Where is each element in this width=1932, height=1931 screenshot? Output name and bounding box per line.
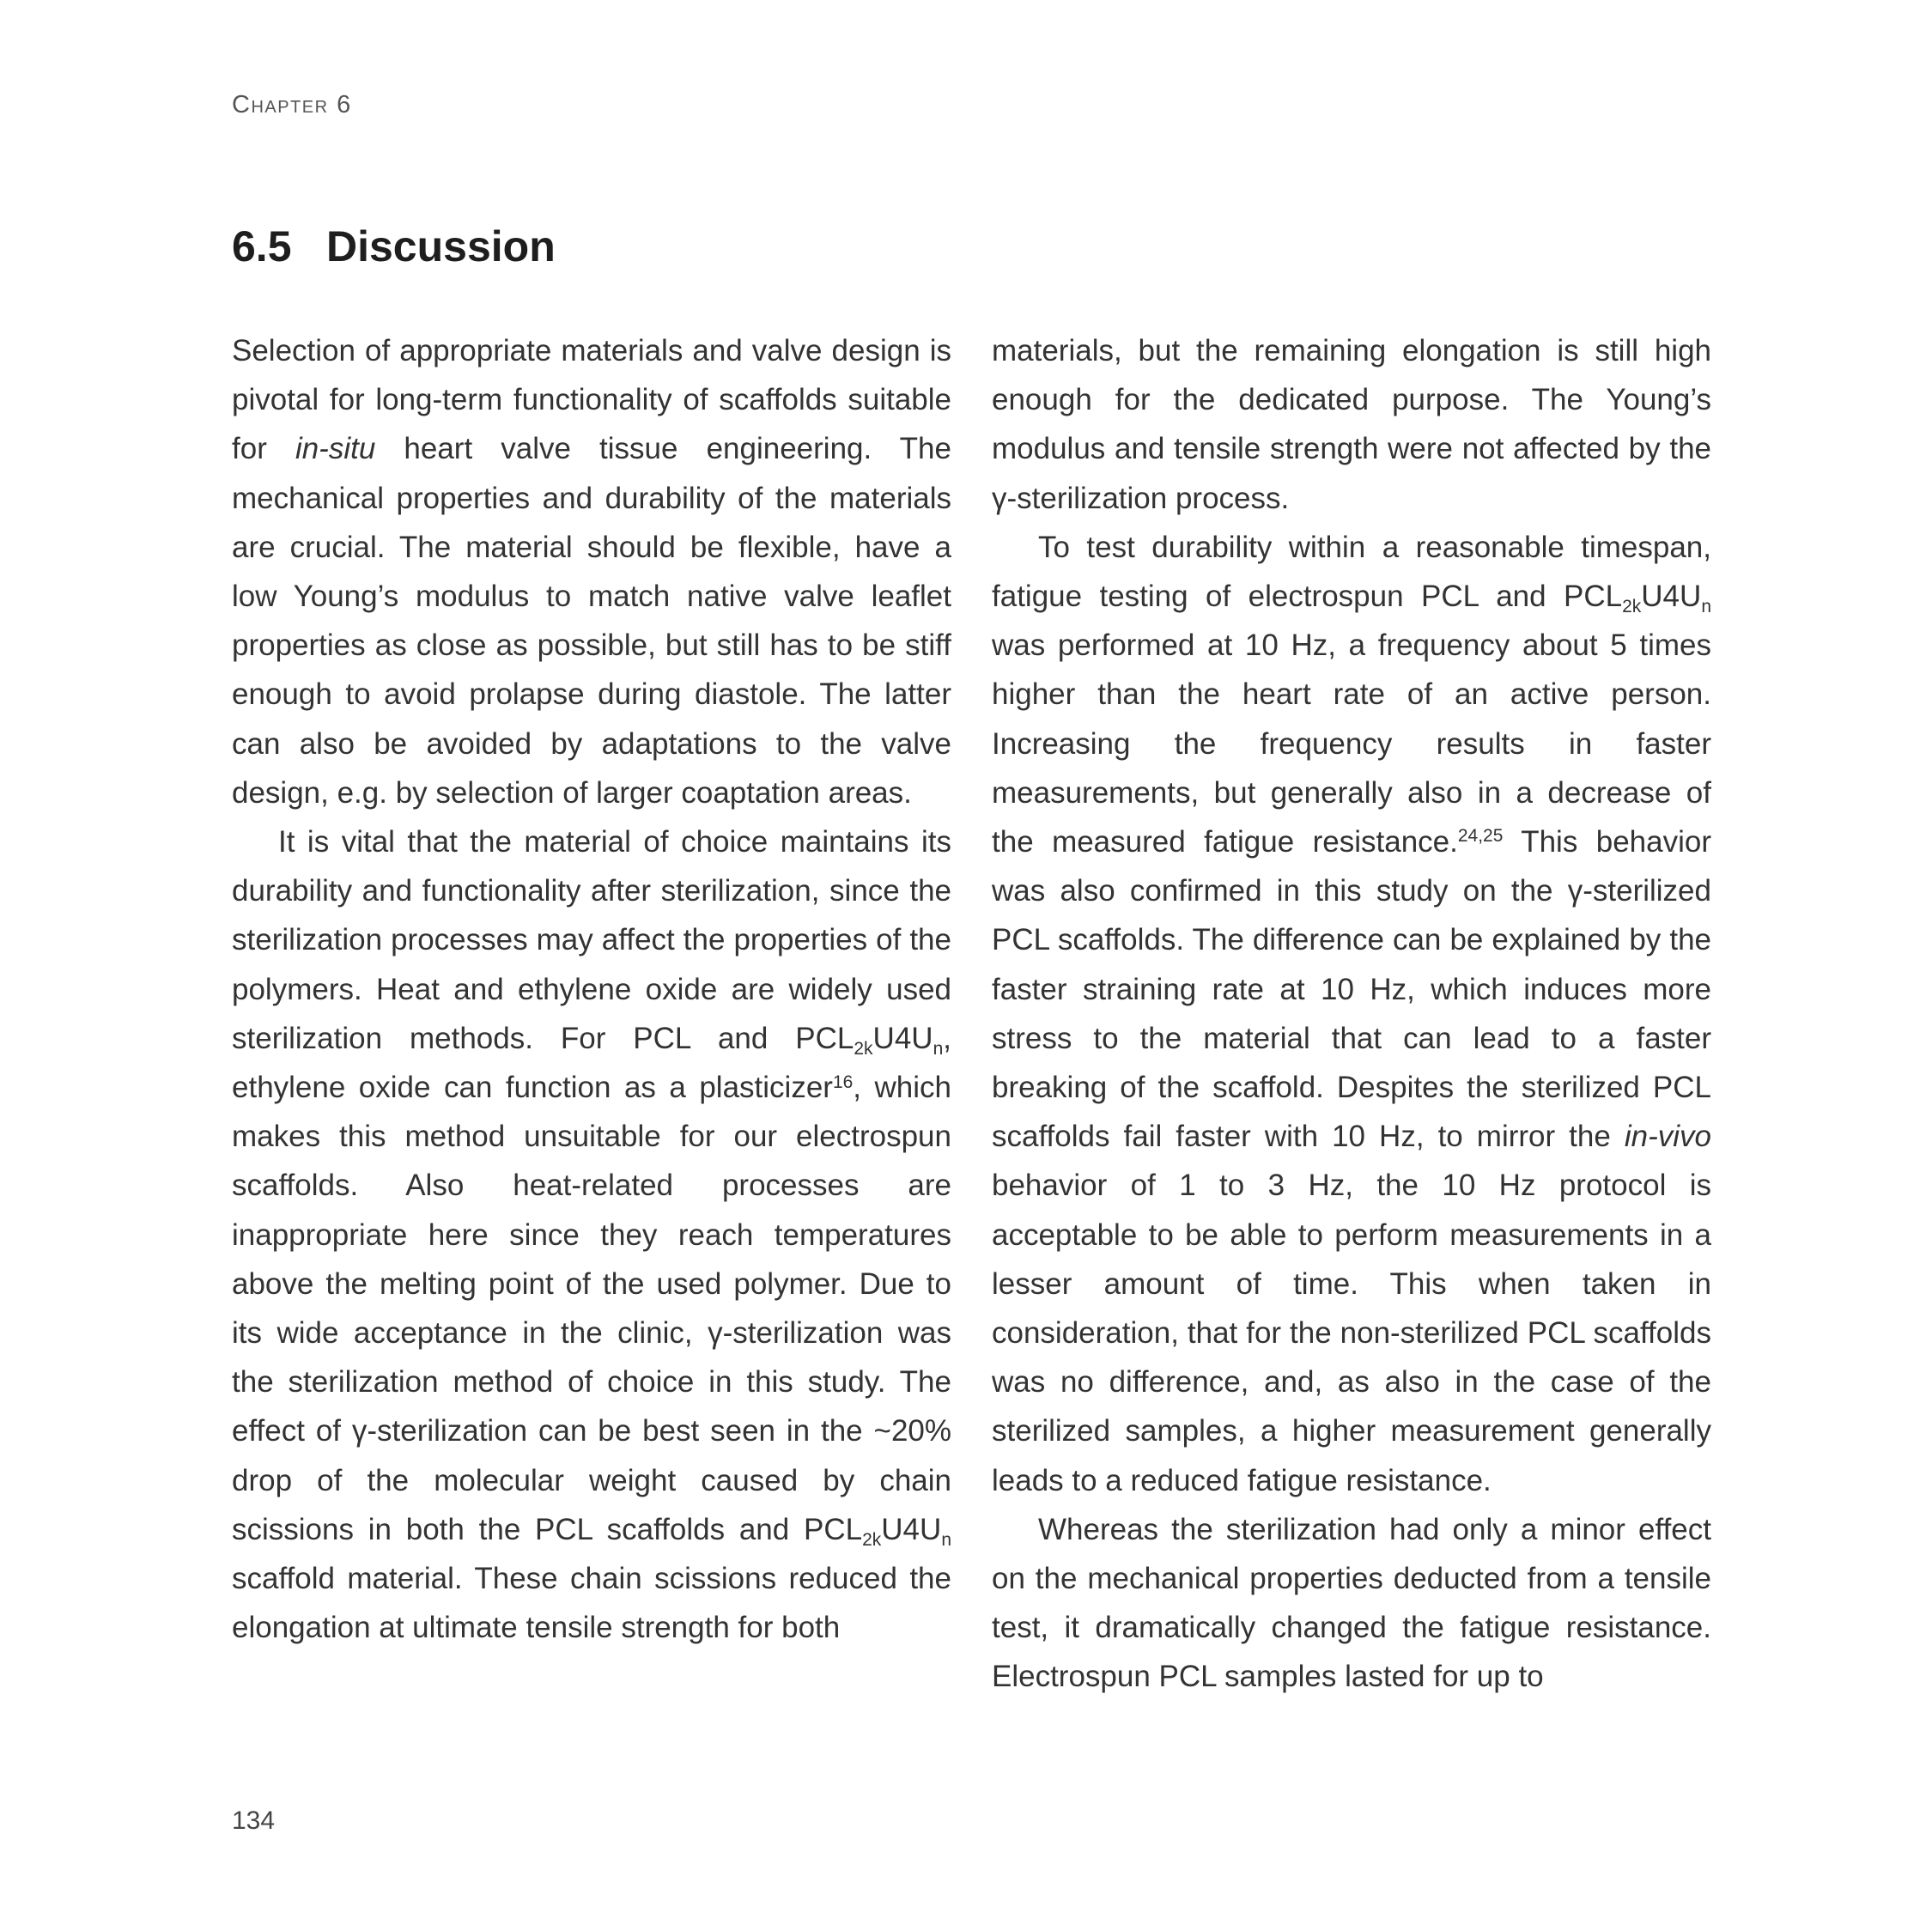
- text-run: behavior of 1 to 3 Hz, the 10 Hz protocol is acceptable to be able to perform measurements in a lesser amount of time. This when taken in consideration, that for the non-sterilized PCL scaffolds was no difference, and, as also in the case of the sterilized samples, a higher measurement generally leads to a reduced fatigue resistance.: [992, 1169, 1711, 1497]
- left-column: [232, 326, 951, 1652]
- paragraph-3: [992, 523, 1711, 1505]
- paragraph-4: [992, 1505, 1711, 1702]
- citation-superscript: 16: [832, 1072, 854, 1092]
- text-run: , ethylene oxide can function as a plasticizer: [232, 1021, 951, 1105]
- text-run: scaffold material. These chain scissions reduced the elongation at ultimate tensile strength for both: [232, 1562, 951, 1645]
- text-run: Selection of appropriate materials and valve design is pivotal for long-term functionality of scaffolds suitable for: [232, 334, 951, 466]
- text-run: heart valve tissue engineering. The mechanical properties and durability of the materials are crucial. The material should be flexible, have a low Young’s modulus to match native valve leaflet properties as close as possible, but still has to be stiff enough to avoid prolapse during diastole. The latter can also be avoided by adaptations to the valve design, e.g. by selection of larger coaptation areas.: [232, 432, 951, 810]
- italic-run: in-vivo: [1624, 1120, 1711, 1154]
- subscript: 2k: [1622, 597, 1642, 617]
- italic-run: in-situ: [295, 432, 376, 466]
- citation-superscript: 24,25: [1457, 826, 1504, 847]
- section-number: 6.5: [232, 222, 292, 270]
- paragraph-2-continued: [992, 326, 1711, 523]
- text-run: was performed at 10 Hz, a frequency about 5 times higher than the heart rate of an active person. Increasing the frequency results in faster measurements, but generally also in a decrease of the measured fatigue resistance.: [992, 628, 1711, 859]
- text-run: U4U: [1641, 580, 1702, 614]
- text-run: , which makes this method unsuitable for our electrospun scaffolds. Also heat-related processes are inappropriate here since they reach temperatures above the melting point of the used polymer. Due to its wide acceptance in the clinic, γ-sterilization was the sterilization method of choice in this study. The effect of γ-sterilization can be best seen in the ~20% drop of the molecular weight caused by chain scissions in both the PCL scaffolds and PCL: [232, 1071, 951, 1546]
- subscript: 2k: [854, 1039, 873, 1060]
- text-run: materials, but the remaining elongation is still high enough for the dedicated purpose. The Young’s modulus and tensile strength were not affected by the γ-sterilization process.: [992, 334, 1711, 515]
- page-number: 134: [232, 1807, 276, 1835]
- section-title: Discussion: [326, 222, 556, 270]
- subscript: n: [933, 1039, 944, 1060]
- text-run: Whereas the sterilization had only a minor effect on the mechanical properties deducted from a tensile test, it dramatically changed the fatigue resistance. Electrospun PCL samples lasted for up to: [992, 1512, 1711, 1694]
- text-run: U4U: [872, 1021, 933, 1055]
- running-header: Chapter 6: [232, 91, 352, 118]
- section-heading: [232, 222, 556, 271]
- text-run: To test durability within a reasonable timespan, fatigue testing of electrospun PCL and PCL: [992, 530, 1711, 614]
- paragraph-2: [232, 817, 951, 1652]
- text-run: U4U: [881, 1512, 942, 1546]
- subscript: n: [941, 1530, 951, 1551]
- right-column: [992, 326, 1711, 1702]
- text-run: It is vital that the material of choice maintains its durability and functionality after sterilization, since the sterilization processes may affect the properties of the polymers. Heat and ethylene oxide are widely used sterilization methods. For PCL and PCL: [232, 825, 951, 1055]
- subscript: 2k: [862, 1530, 882, 1551]
- text-run: This behavior was also confirmed in this study on the γ-sterilized PCL scaffolds. The difference can be explained by the faster straining rate at 10 Hz, which induces more stress to the material that can lead to a faster breaking of the scaffold. Despites the sterilized PCL scaffolds fail faster with 10 Hz, to mirror the: [992, 825, 1711, 1154]
- subscript: n: [1701, 597, 1711, 617]
- paragraph-1: [232, 326, 951, 817]
